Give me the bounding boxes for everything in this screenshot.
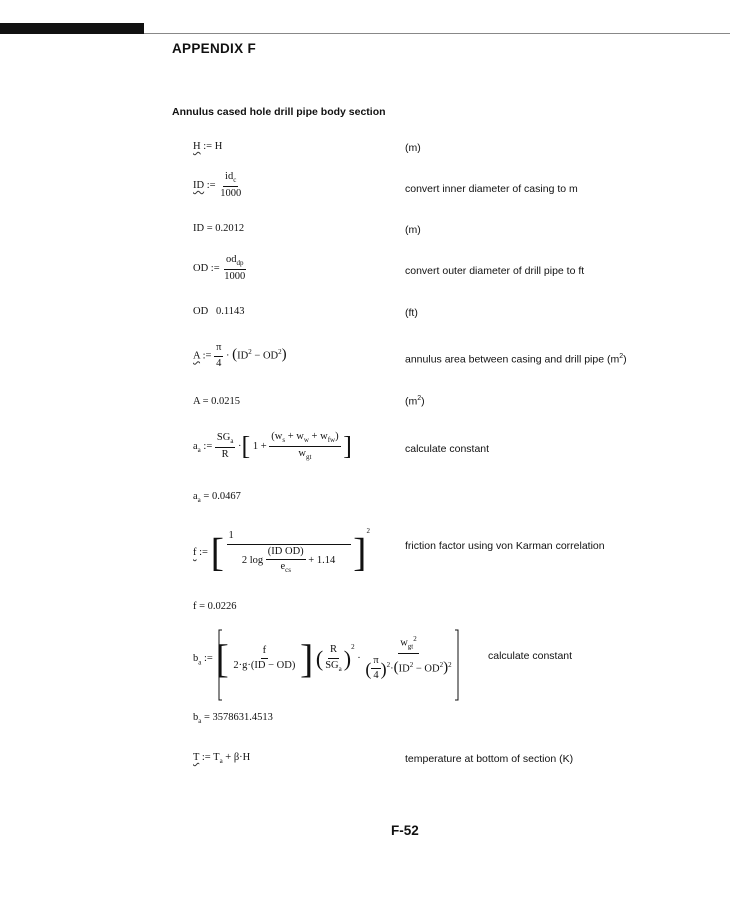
equation-area-def: A := $\frac{\pi}{4}$ · $(ID^2 - OD^2)$ xyxy=(193,342,287,369)
note-od-unit: (ft) xyxy=(405,307,418,319)
result-area: A = 0.0215 xyxy=(193,396,241,407)
note-h-unit: (m) xyxy=(405,142,421,154)
result-ba: $b_a = 3578631.4513$ xyxy=(193,712,273,726)
equation-id-def: ID := $\frac{id_c}{1000}$ xyxy=(193,171,242,200)
result-aa: $a_a = 0.0467$ xyxy=(193,491,241,505)
page-number: F-52 xyxy=(391,823,419,838)
result-friction: f = 0.0226 xyxy=(193,601,237,612)
ba-outer-brackets xyxy=(219,630,461,700)
note-id-convert: convert inner diameter of casing to m xyxy=(405,183,578,195)
note-ba-constant: calculate constant xyxy=(488,650,573,662)
note-od-convert: convert outer diameter of drill pipe to ft xyxy=(405,265,585,277)
section-title: Annulus cased hole drill pipe body section xyxy=(172,106,386,118)
result-id: ID = 0.2012 xyxy=(193,223,245,234)
result-od: OD 0.1143 xyxy=(193,306,245,317)
note-area: annulus area between casing and drill pipe $(m^2)$ xyxy=(405,353,627,366)
equation-friction-def: f := [ 1 2 log $\frac{\text{(ID OD)}}{e_{cs}}$ + 1.14 ]$^2$ xyxy=(193,527,370,575)
note-friction: friction factor using von Karman correlation xyxy=(405,540,605,552)
note-aa-constant: calculate constant xyxy=(405,443,490,455)
note-id-unit: (m) xyxy=(405,224,421,236)
equation-h-assign: H := H xyxy=(193,141,223,152)
note-temperature: temperature at bottom of section (K) xyxy=(405,753,574,765)
equation-temperature-def: T := $T_a + \beta\cdot H$ xyxy=(193,752,251,766)
header-bar xyxy=(0,23,144,34)
header-rule xyxy=(144,33,730,34)
equation-od-def: OD := $\frac{od_{dp}}{1000}$ xyxy=(193,254,246,283)
equation-aa-def: $a_a$ := $\frac{SG_a}{R}$ ·[ 1 + $\frac{(w_s + w_w + w_{fw})}{w_{gt}}$ ] xyxy=(193,431,352,462)
equation-ba-def: $b_a$ := [ $\frac{f}{2\cdot g\cdot(ID - OD)}$ ] ( $\frac{R}{SG_a}$ )$^2$ · $w_{gt}^2$ ( $\frac{\pi}{4}$ )$^2\cdot(ID^2 - OD^2)^2$ xyxy=(193,635,452,682)
note-area-unit: $(m^2)$ xyxy=(405,395,425,408)
appendix-heading: APPENDIX F xyxy=(172,41,257,56)
